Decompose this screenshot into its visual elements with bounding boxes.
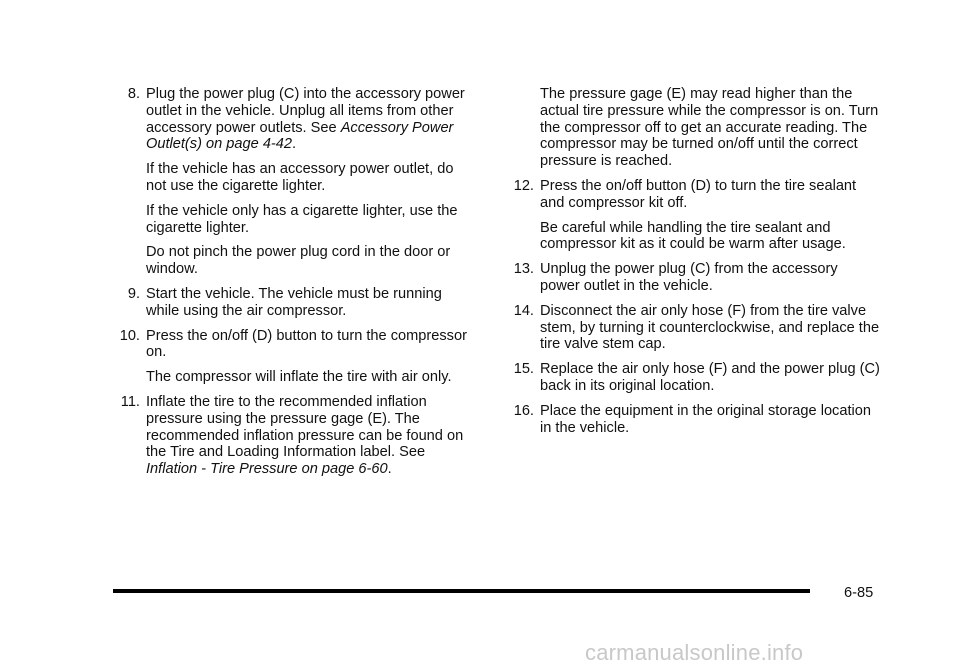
step-text: Replace the air only hose (F) and the power plug (C) back in its original location. xyxy=(540,361,880,394)
step-number: 15. xyxy=(513,361,534,378)
step-number: 13. xyxy=(513,261,534,278)
step-12-note: Be careful while handling the tire sealant and compressor kit as it could be warm after usage. xyxy=(540,219,846,253)
watermark: carmanualsonline.info xyxy=(585,640,804,665)
left-column xyxy=(111,86,476,486)
step-11-note: The pressure gage (E) may read higher than the actual tire pressure while the compressor is on. Turn the compressor off to get an accurate reading. The compressor may be turned on/off until the correct pressure is reached. xyxy=(540,86,879,170)
footer-divider xyxy=(113,589,810,593)
step-number: 10. xyxy=(119,327,140,344)
right-column xyxy=(505,86,880,444)
step-13 xyxy=(505,261,880,295)
step-9 xyxy=(111,286,476,320)
step-text: Inflate the tire to the recommended inflation pressure using the pressure gage (E). The recommended inflation pressure can be found on the Tire and Loading Information label. See xyxy=(146,393,464,461)
step-8-note-3: Do not pinch the power plug cord in the door or window. xyxy=(146,244,451,278)
step-text: Press the on/off (D) button to turn the compressor on. xyxy=(146,327,467,361)
step-text: Start the vehicle. The vehicle must be running while using the air compressor. xyxy=(146,285,442,319)
cross-reference-link[interactable]: Accessory Power Outlet(s) on page 4-42 xyxy=(146,119,454,153)
step-number: 8. xyxy=(127,86,140,102)
step-14 xyxy=(505,303,880,353)
step-number: 11. xyxy=(120,393,140,410)
step-text: Place the equipment in the original storage location in the vehicle. xyxy=(540,402,872,436)
step-text-end: . xyxy=(292,136,297,153)
step-8-note-2: If the vehicle only has a cigarette lighter, use the cigarette lighter. xyxy=(146,202,458,236)
step-8 xyxy=(111,86,476,153)
step-8-note-1: If the vehicle has an accessory power outlet, do not use the cigarette lighter. xyxy=(146,161,454,194)
step-15 xyxy=(505,361,880,395)
step-12 xyxy=(505,178,880,212)
step-10 xyxy=(111,328,476,362)
step-text: Plug the power plug (C) into the accessory power outlet in the vehicle. Unplug all items from other accessory power outlets. See xyxy=(146,86,465,136)
step-text: Disconnect the air only hose (F) from the tire valve stem, by turning it counterclockwise, and replace the tire valve stem cap. xyxy=(540,302,880,353)
cross-reference-link[interactable]: Inflation - Tire Pressure on page 6-60 xyxy=(146,461,388,478)
step-number: 14. xyxy=(513,302,534,319)
step-10-note: The compressor will inflate the tire with air only. xyxy=(146,369,452,386)
step-number: 16. xyxy=(513,402,534,419)
step-text: Press the on/off button (D) to turn the tire sealant and compressor kit off. xyxy=(540,177,857,211)
step-11 xyxy=(111,394,476,478)
page-number: 6-85 xyxy=(844,585,874,601)
step-text: Unplug the power plug (C) from the accessory power outlet in the vehicle. xyxy=(540,261,838,294)
step-16 xyxy=(505,403,880,437)
step-number: 12. xyxy=(513,177,534,194)
step-text-end: . xyxy=(387,461,392,478)
step-number: 9. xyxy=(127,285,140,302)
